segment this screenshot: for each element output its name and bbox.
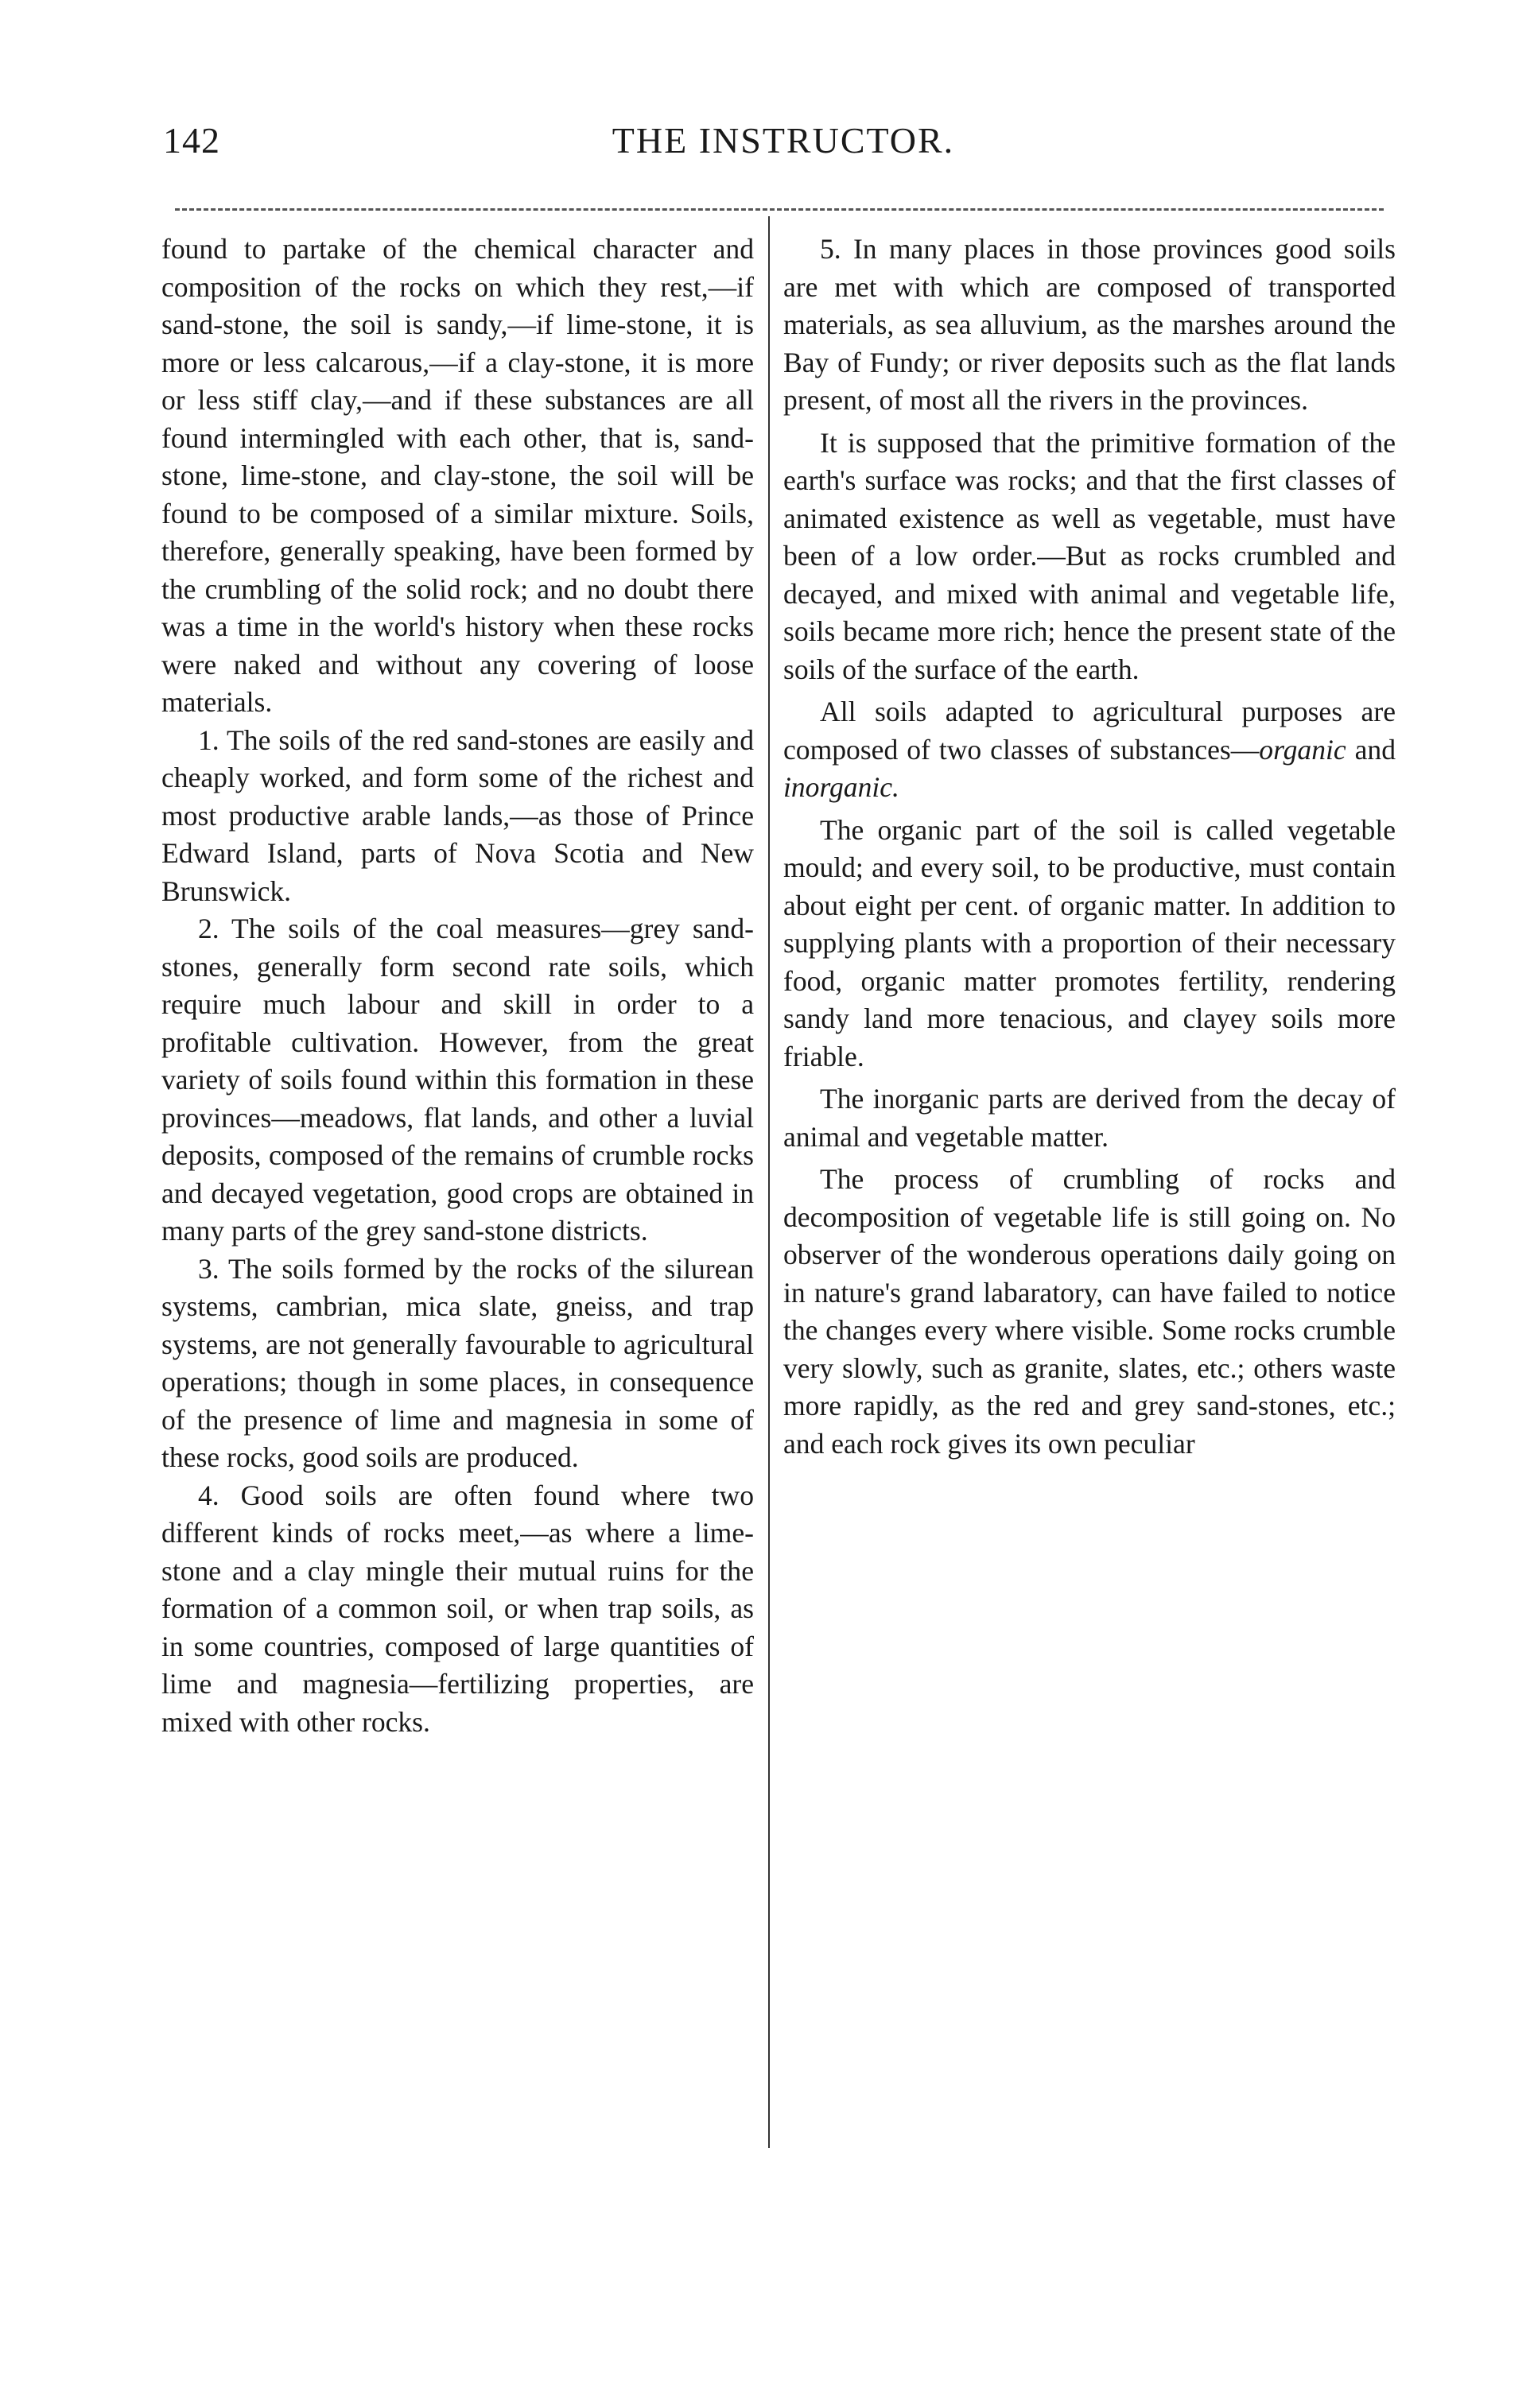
text-run: and	[1346, 733, 1396, 766]
paragraph: It is supposed that the primitive formation of the earth's surface was rocks; and that the first classes of animated existence as well as vegetable, must have been of a low order.—But as rocks crumbled and decayed, and mixed with animal and vegetable life, soils became more rich; hence the present state of the soils of the surface of the earth.	[783, 426, 1396, 685]
paragraph: 5. In many places in those provinces good soils are met with which are composed of transported materials, as sea alluvium, as the marshes around the Bay of Fundy; or river deposits such as the flat lands present, of most all the rivers in the provinces.	[783, 233, 1396, 416]
running-title: THE INSTRUCTOR.	[612, 120, 955, 161]
italic-term-inorganic: inorganic.	[783, 771, 899, 803]
paragraph: The process of crumbling of rocks and decomposition of vegetable life is still going on. No observer of the wonderous operations daily going on in nature's grand labaratory, can have failed to notice the changes every where visible. Some rocks crumble very slowly, such as granite, slates, etc.; others waste more rapidly, as the red and grey sand-stones, etc.; and each rock gives its own peculiar	[783, 1163, 1396, 1460]
page-number: 142	[163, 120, 220, 161]
paragraph: 3. The soils formed by the rocks of the silurean systems, cambrian, mica slate, gneiss, and trap systems, are not generally favourable to agricultural operations; though in some places, in consequence of the presence of lime and magnesia in some of these rocks, good soils are produced.	[161, 1252, 754, 1473]
paragraph: found to partake of the chemical character and composition of the rocks on which they rest,—if sand-stone, the soil is sandy,—if lime-stone, it is more or less calcarous,—if a clay-stone, it is more or less stiff clay,—and if these substances are all found intermingled with each other, that is, sand-stone, lime-stone, and clay-stone, the soil will be found to be composed of a similar mixture. Soils, therefore, generally speaking, have been formed by the crumbling of the solid rock; and no doubt there was a time in the world's history when these rocks were naked and without any covering of loose materials.	[161, 233, 754, 718]
text-run: All soils adapted to agricultural purposes are composed of two classes of substances—	[783, 696, 1396, 766]
column-divider	[768, 216, 770, 2148]
left-column	[161, 231, 754, 1741]
paragraph: 4. Good soils are often found where two different kinds of rocks meet,—as where a lime-stone and a clay mingle their mutual ruins for the formation of a common soil, or when trap soils, as in some countries, composed of large quantities of lime and magnesia—fertilizing properties, are mixed with other rocks.	[161, 1479, 754, 1738]
italic-term-organic: organic	[1259, 733, 1346, 766]
paragraph: 1. The soils of the red sand-stones are easily and cheaply worked, and form some of the richest and most productive arable lands,—as those of Prince Edward Island, parts of Nova Scotia and New Brunswick.	[161, 723, 754, 907]
page-header	[163, 119, 1404, 175]
paragraph	[783, 693, 1396, 807]
right-column	[783, 231, 1396, 1463]
paragraph: The inorganic parts are derived from the decay of animal and vegetable matter.	[783, 1083, 1396, 1153]
paragraph: 2. The soils of the coal measures—grey sand-stones, generally form second rate soils, which require much labour and skill in order to a profitable cultivation. However, from the great variety of soils found within this formation in these provinces—meadows, flat lands, and other a luvial deposits, composed of the remains of crumble rocks and decayed vegetation, good crops are obtained in many parts of the grey sand-stone districts.	[161, 913, 754, 1247]
header-rule	[175, 208, 1384, 211]
paragraph: The organic part of the soil is called vegetable mould; and every soil, to be productive, must contain about eight per cent. of organic matter. In addition to supplying plants with a proportion of their necessary food, organic matter promotes fertility, rendering sandy land more tenacious, and clayey soils more friable.	[783, 813, 1396, 1072]
